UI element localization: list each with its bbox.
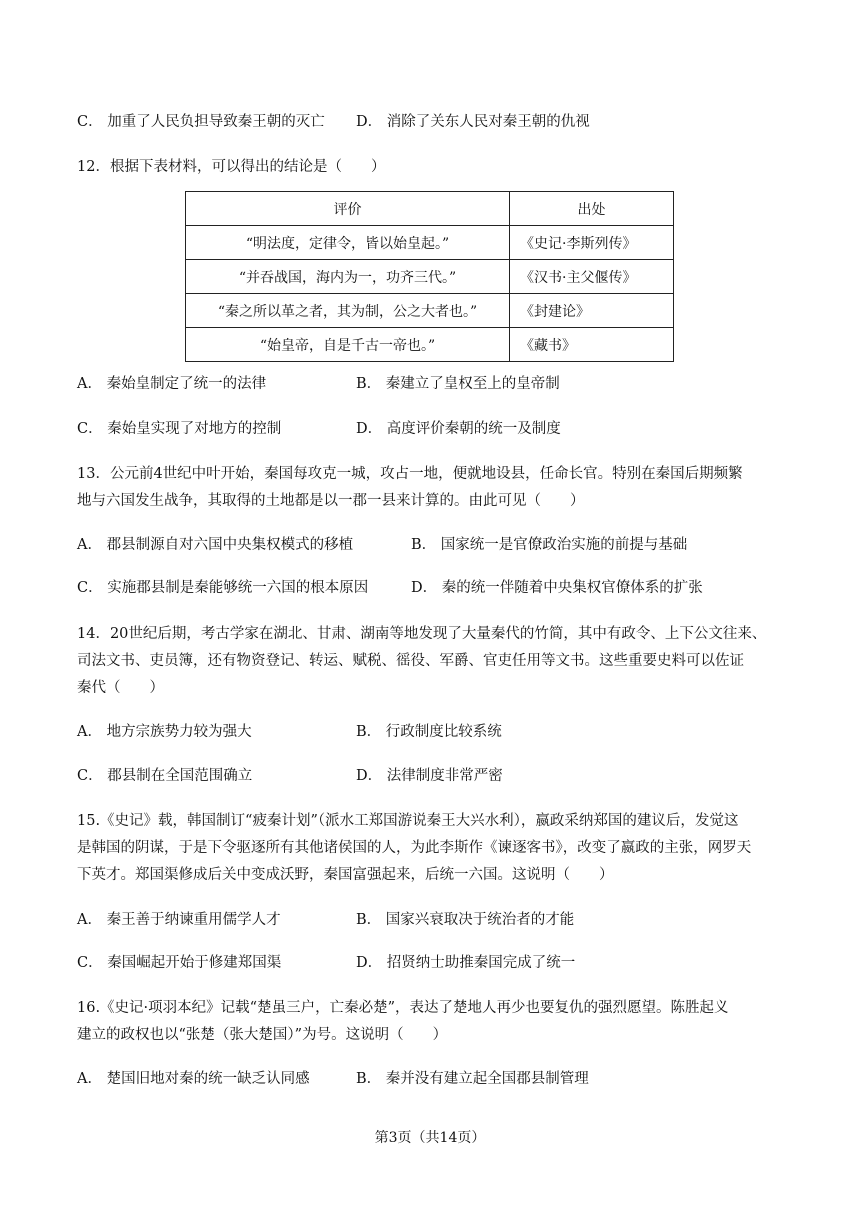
q13-option-a: A． 郡县制源自对六国中央集权模式的移植: [77, 537, 354, 553]
q16-stem-line-1: 16.《史记·项羽本纪》记载“楚虽三户，亡秦必楚”，表达了楚地人再少也要复仇的强烈愿望。陈胜起义: [77, 1000, 729, 1016]
q14-option-c: C． 郡县制在全国范围确立: [77, 768, 253, 784]
table-row: [186, 328, 674, 362]
table-header-source: 出处: [510, 192, 674, 226]
table-cell-evaluation: “明法度，定律令，皆以始皇起。”: [186, 226, 510, 260]
table-row: [186, 294, 674, 328]
q12-option-c: C． 秦始皇实现了对地方的控制: [77, 421, 282, 437]
q12-option-d: D． 高度评价秦朝的统一及制度: [356, 421, 561, 437]
table-cell-evaluation: “并吞战国，海内为一，功齐三代。”: [186, 260, 510, 294]
q15-stem-line-3: 下英才。郑国渠修成后关中变成沃野，秦国富强起来，后统一六国。这说明（ ）: [77, 867, 614, 883]
q15-stem-line-1: 15.《史记》载，韩国制订“疲秦计划”（派水工郑国游说秦王大兴水利），嬴政采纳郑国的建议后，发觉这: [77, 813, 739, 829]
table-row: [186, 260, 674, 294]
q13-stem-line-2: 地与六国发生战争，其取得的土地都是以一郡一县来计算的。由此可见（ ）: [77, 493, 585, 509]
q16-option-a: A． 楚国旧地对秦的统一缺乏认同感: [77, 1071, 310, 1087]
q12-stem: 12．根据下表材料，可以得出的结论是（ ）: [77, 159, 386, 175]
source-table: [185, 191, 674, 362]
q14-option-b: B． 行政制度比较系统: [356, 724, 502, 740]
q16-option-b: B． 秦并没有建立起全国郡县制管理: [356, 1071, 589, 1087]
q13-option-c: C． 实施郡县制是秦能够统一六国的根本原因: [77, 580, 369, 596]
q11-option-d: D． 消除了关东人民对秦王朝的仇视: [356, 114, 590, 130]
q14-stem-line-2: 司法文书、吏员簿，还有物资登记、转运、赋税、徭役、军爵、官吏任用等文书。这些重要史料可以佐证: [77, 653, 744, 669]
q12-option-b: B． 秦建立了皇权至上的皇帝制: [356, 376, 560, 392]
q13-stem-line-1: 13．公元前4世纪中叶开始，秦国每攻克一城，攻占一地，便就地设县，任命长官。特别在秦国后期频繁: [77, 466, 743, 482]
table-cell-evaluation: “秦之所以革之者，其为制，公之大者也。”: [186, 294, 510, 328]
q14-stem-line-3: 秦代（ ）: [77, 680, 164, 696]
table-cell-source: 《藏书》: [510, 328, 674, 362]
q15-stem-line-2: 是韩国的阴谋，于是下令驱逐所有其他诸侯国的人，为此李斯作《谏逐客书》，改变了嬴政的主张，网罗天: [77, 840, 752, 856]
q14-option-d: D． 法律制度非常严密: [356, 768, 503, 784]
q13-option-b: B． 国家统一是官僚政治实施的前提与基础: [411, 537, 688, 553]
q15-option-d: D． 招贤纳士助推秦国完成了统一: [356, 955, 576, 971]
q15-option-b: B． 国家兴衰取决于统治者的才能: [356, 912, 575, 928]
q14-stem-line-1: 14．20世纪后期，考古学家在湖北、甘肃、湖南等地发现了大量秦代的竹简，其中有政令、上下公文往来、: [77, 626, 767, 642]
q15-option-a: A． 秦王善于纳谏重用儒学人才: [77, 912, 281, 928]
q16-stem-line-2: 建立的政权也以“张楚（张大楚国）”为号。这说明（ ）: [77, 1027, 448, 1043]
q12-option-a: A． 秦始皇制定了统一的法律: [77, 376, 267, 392]
q14-option-a: A． 地方宗族势力较为强大: [77, 724, 252, 740]
table-row: [186, 226, 674, 260]
page-number-footer: 第3页（共14页）: [374, 1130, 486, 1146]
q11-option-c: C． 加重了人民负担导致秦王朝的灭亡: [77, 114, 325, 130]
table-cell-evaluation: “始皇帝，自是千古一帝也。”: [186, 328, 510, 362]
table-cell-source: 《封建论》: [510, 294, 674, 328]
table-header-evaluation: 评价: [186, 192, 510, 226]
table-cell-source: 《史记·李斯列传》: [510, 226, 674, 260]
table-header-row: [186, 192, 674, 226]
q13-option-d: D． 秦的统一伴随着中央集权官僚体系的扩张: [411, 580, 703, 596]
q15-option-c: C． 秦国崛起开始于修建郑国渠: [77, 955, 282, 971]
table-cell-source: 《汉书·主父偃传》: [510, 260, 674, 294]
